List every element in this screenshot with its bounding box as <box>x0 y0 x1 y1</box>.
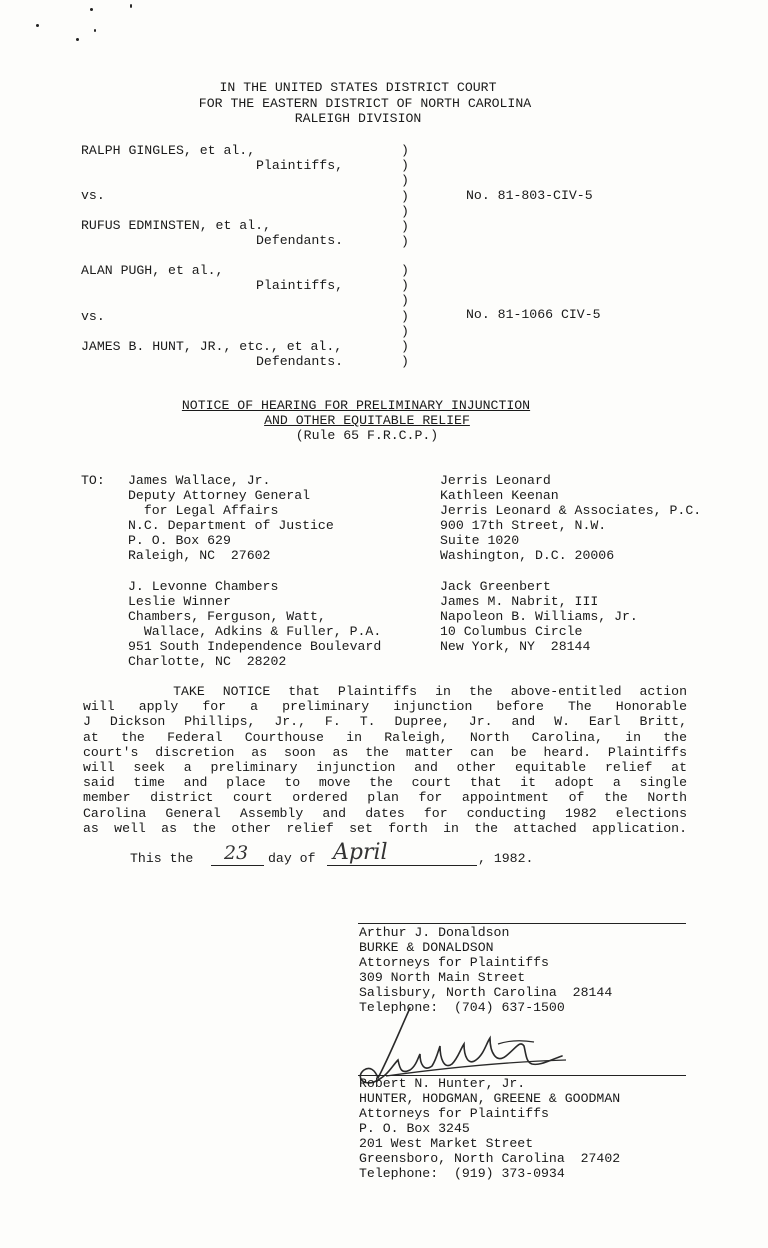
case1-defendant-role: Defendants. <box>256 233 344 248</box>
case2-defendant: JAMES B. HUNT, JR., etc., et al., <box>81 339 343 354</box>
signature-text: Salisbury, North Carolina 28144 <box>359 985 613 1000</box>
signature-text: 309 North Main Street <box>359 970 526 985</box>
ink-speck <box>130 4 132 8</box>
case2-vs: vs. <box>81 309 105 324</box>
address-line: Deputy Attorney General <box>128 488 311 503</box>
address-line: Leslie Winner <box>128 594 231 609</box>
month-blank-line <box>327 865 477 866</box>
handwritten-day: 23 <box>224 842 249 864</box>
address-line: J. Levonne Chambers <box>128 579 279 594</box>
signature-text: Attorneys for Plaintiffs <box>359 1106 549 1121</box>
address-line: James Wallace, Jr. <box>128 473 271 488</box>
address-line: Wallace, Adkins & Fuller, P.A. <box>128 624 382 639</box>
body-line: as well as the other relief set forth in the attached application. <box>83 820 687 836</box>
notice-body <box>83 684 687 836</box>
address-line: New York, NY 28144 <box>440 639 591 654</box>
body-line: court's discretion as soon as the matter can be heard. Plaintiffs <box>83 744 687 760</box>
date-middle: day of <box>268 851 316 866</box>
signature-text: Arthur J. Donaldson <box>359 925 510 940</box>
case2-defendant-role: Defendants. <box>256 354 344 369</box>
signature-text: Telephone: (704) 637-1500 <box>359 1000 565 1015</box>
ink-speck <box>36 24 39 27</box>
address-line: N.C. Department of Justice <box>128 518 334 533</box>
case2-bracket: ) ) ) ) ) ) ) <box>401 263 409 370</box>
notice-title-line1: NOTICE OF HEARING FOR PRELIMINARY INJUNCTION <box>181 398 531 413</box>
address-line: for Legal Affairs <box>128 503 279 518</box>
body-line: will apply for a preliminary injunction before The Honorable <box>83 699 687 715</box>
notice-title-line2: AND OTHER EQUITABLE RELIEF <box>264 413 470 428</box>
ink-speck <box>90 8 93 11</box>
ink-speck <box>76 38 79 41</box>
address-line: Washington, D.C. 20006 <box>440 548 615 563</box>
case2-number: No. 81-1066 CIV-5 <box>466 307 601 322</box>
signature-text: BURKE & DONALDSON <box>359 940 494 955</box>
body-line: said time and place to move the court that it adopt a single <box>83 775 687 791</box>
body-line: TAKE NOTICE that Plaintiffs in the above-entitled action <box>83 684 687 699</box>
address-line: James M. Nabrit, III <box>440 594 599 609</box>
address-line: Jerris Leonard <box>440 473 551 488</box>
signature-line <box>358 923 686 924</box>
address-line: Kathleen Keenan <box>440 488 559 503</box>
case1-vs: vs. <box>81 188 105 203</box>
case1-defendant: RUFUS EDMINSTEN, et al., <box>81 218 271 233</box>
date-prefix: This the <box>130 851 194 866</box>
case2-plaintiff: ALAN PUGH, et al., <box>81 263 224 278</box>
address-line: Napoleon B. Williams, Jr. <box>440 609 638 624</box>
court-header-line2: FOR THE EASTERN DISTRICT OF NORTH CAROLINA <box>198 96 532 111</box>
to-label: TO: <box>81 473 105 488</box>
address-line: Raleigh, NC 27602 <box>128 548 271 563</box>
address-line: 900 17th Street, N.W. <box>440 518 607 533</box>
court-header-line3: RALEIGH DIVISION <box>294 111 422 126</box>
address-line: Chambers, Ferguson, Watt, <box>128 609 326 624</box>
case1-bracket: ) ) ) ) ) ) ) <box>401 143 409 250</box>
address-line: 10 Columbus Circle <box>440 624 583 639</box>
signature-text: Attorneys for Plaintiffs <box>359 955 549 970</box>
day-blank-line <box>211 865 264 866</box>
date-suffix: , 1982. <box>478 851 534 866</box>
signature-text: Robert N. Hunter, Jr. <box>359 1076 526 1091</box>
court-header-line1: IN THE UNITED STATES DISTRICT COURT <box>219 80 497 95</box>
address-line: Suite 1020 <box>440 533 520 548</box>
handwritten-month: April <box>333 840 388 865</box>
body-line: at the Federal Courthouse in Raleigh, North Carolina, in the <box>83 729 687 745</box>
address-line: 951 South Independence Boulevard <box>128 639 382 654</box>
address-line: Charlotte, NC 28202 <box>128 654 287 669</box>
signature-text: HUNTER, HODGMAN, GREENE & GOODMAN <box>359 1091 621 1106</box>
notice-title-line3: (Rule 65 F.R.C.P.) <box>295 428 439 443</box>
signature-text: P. O. Box 3245 <box>359 1121 470 1136</box>
body-line: J Dickson Phillips, Jr., F. T. Dupree, Jr. and W. Earl Britt, <box>83 714 687 730</box>
signature-text: Greensboro, North Carolina 27402 <box>359 1151 621 1166</box>
body-line: Carolina General Assembly and dates for conducting 1982 elections <box>83 805 687 821</box>
case1-plaintiff: RALPH GINGLES, et al., <box>81 143 256 158</box>
address-line: Jerris Leonard & Associates, P.C. <box>440 503 702 518</box>
signature-text: 201 West Market Street <box>359 1136 534 1151</box>
case1-plaintiff-role: Plaintiffs, <box>256 158 344 173</box>
signature-text: Telephone: (919) 373-0934 <box>359 1166 565 1181</box>
body-line: will seek a preliminary injunction and other equitable relief at <box>83 760 687 776</box>
address-line: Jack Greenbert <box>440 579 551 594</box>
address-line: P. O. Box 629 <box>128 533 231 548</box>
case1-number: No. 81-803-CIV-5 <box>466 188 593 203</box>
case2-plaintiff-role: Plaintiffs, <box>256 278 344 293</box>
ink-speck <box>94 29 96 32</box>
body-line: member district court ordered plan for appointment of the North <box>83 790 687 806</box>
